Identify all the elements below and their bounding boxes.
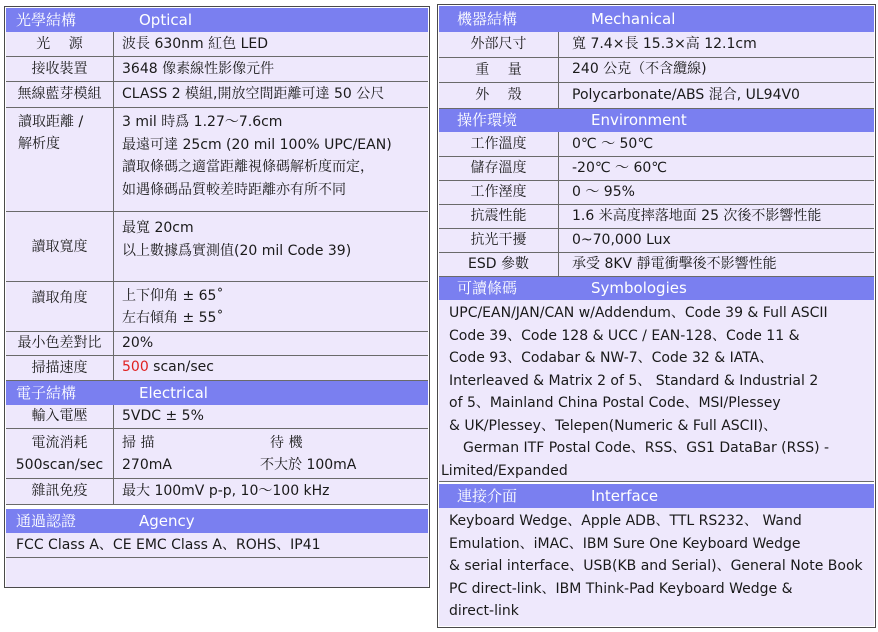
mechanical-header <box>439 6 874 32</box>
agency-empty-row <box>6 558 428 587</box>
symbologies-list: UPC/EAN/JAN/CAN w/Addendum、Code 39 & Full ASCII Code 39、Code 128 & UCC / EAN-128、Code 11 & Code 93、Codabar & NW-7、Code 32 & IATA、 Interleaved & Matrix 2 of 5、 Standard & Industrial 2 of 5、Mainland China Postal Code、MSI/Plessey & UK/Plessey、Telepen(Numeric & Full ASCII)、 German ITF Postal Code、RSS、GS1 DataBar (RSS) - Limited/Expanded <box>439 300 874 482</box>
spec-label: 輸入電壓 <box>6 405 114 428</box>
right-spec-panel <box>437 4 876 628</box>
spec-row-dimensions <box>439 32 874 58</box>
spec-value: 3 mil 時爲 1.27～7.6cm 最遠可達 25cm (20 mil 100% UPC/EAN) 讀取條碼之適當距離視條碼解析度而定， 如遇條碼品質較差時距離亦有所不同 <box>122 114 392 198</box>
spec-label: 讀取寬度 <box>6 212 114 281</box>
spec-value: 5VDC ± 5% <box>122 408 204 424</box>
spec-row-operating-temp <box>439 132 874 157</box>
interface-header-zh: 連接介面 <box>457 487 518 505</box>
electrical-header-zh: 電子結構 <box>16 384 77 402</box>
spec-label: 外部尺寸 <box>439 32 559 57</box>
spec-label: 讀取距離 / 解析度 <box>6 108 114 211</box>
spec-label: 讀取角度 <box>6 282 114 331</box>
agency-header-zh: 通過認證 <box>16 512 77 530</box>
spec-row-ambient-light <box>439 229 874 253</box>
spec-row-read-distance <box>6 108 428 212</box>
current-scan-col: 掃 描 270mA <box>122 435 172 473</box>
electrical-header-en: Electrical <box>139 384 208 402</box>
spec-label: 雜訊免疫 <box>6 479 114 504</box>
spec-row-noise-immunity <box>6 479 428 505</box>
symbologies-header-en: Symbologies <box>591 279 687 297</box>
spec-value <box>122 357 214 379</box>
symbologies-header-zh: 可讀條碼 <box>457 279 518 297</box>
spec-row-min-contrast <box>6 332 428 356</box>
spec-label: 抗光干擾 <box>439 229 559 252</box>
spec-label: 接收裝置 <box>6 57 114 81</box>
agency-header <box>6 509 428 533</box>
spec-value: Polycarbonate/ABS 混合, UL94V0 <box>572 87 800 103</box>
spec-value: 波長 630nm 紅色 LED <box>122 36 269 52</box>
environment-header-en: Environment <box>591 111 687 129</box>
spec-value: 承受 8KV 靜電衝擊後不影響性能 <box>572 256 777 272</box>
spec-label: 工作溫度 <box>439 132 559 156</box>
spec-value: CLASS 2 模組,開放空間距離可達 50 公尺 <box>122 86 385 102</box>
spec-row-light-source <box>6 32 428 57</box>
optical-header-zh: 光學結構 <box>16 11 77 29</box>
spec-label: 電流消耗 500scan/sec <box>6 429 114 478</box>
spec-label: 重 量 <box>439 58 559 82</box>
interface-header <box>439 484 874 508</box>
interface-list: Keyboard Wedge、Apple ADB、TTL RS232、 Wand Emulation、iMAC、IBM Sure One Keyboard Wedge & serial interface、USB(KB and Serial)、General Note Book PC direct-link、IBM Think-Pad Keyboard Wedge & direct-link <box>439 508 874 626</box>
agency-value: FCC Class A、CE EMC Class A、ROHS、IP41 <box>6 533 428 558</box>
left-spec-panel <box>4 6 430 588</box>
spec-row-humidity <box>439 181 874 205</box>
spec-row-sensor <box>6 57 428 82</box>
spec-row-weight <box>439 58 874 83</box>
spec-value: 1.6 米高度摔落地面 25 次後不影響性能 <box>572 208 822 224</box>
scan-speed-unit: scan/sec <box>148 359 214 375</box>
agency-header-en: Agency <box>139 512 195 530</box>
spec-row-scan-speed <box>6 356 428 381</box>
spec-label: 外 殼 <box>439 83 559 108</box>
spec-value: 0℃ ～ 50℃ <box>572 136 654 152</box>
spec-label: 掃描速度 <box>6 356 114 380</box>
spec-value: 240 公克（不含纜線) <box>572 61 707 77</box>
mechanical-header-en: Mechanical <box>591 10 676 28</box>
interface-header-en: Interface <box>591 487 659 505</box>
spec-value: 3648 像素線性影像元件 <box>122 61 275 77</box>
spec-row-shock <box>439 205 874 229</box>
spec-label: 最小色差對比 <box>6 332 114 355</box>
spec-row-housing <box>439 83 874 109</box>
spec-row-read-angle <box>6 282 428 332</box>
spec-value: 上下仰角 ± 65˚ 左右傾角 ± 55˚ <box>122 288 224 326</box>
environment-header-zh: 操作環境 <box>457 111 518 129</box>
environment-header <box>439 109 874 132</box>
spec-value: -20℃ ～ 60℃ <box>572 160 668 176</box>
spec-value: 0 ～ 95% <box>572 184 635 200</box>
spec-row-storage-temp <box>439 157 874 181</box>
optical-header-en: Optical <box>139 11 192 29</box>
spec-value: 寬 7.4×長 15.3×高 12.1cm <box>572 36 757 52</box>
mechanical-header-zh: 機器結構 <box>457 10 518 28</box>
electrical-header <box>6 381 428 405</box>
symbologies-header <box>439 277 874 300</box>
spec-label: 抗震性能 <box>439 205 559 228</box>
spec-value: 0~70,000 Lux <box>572 232 671 248</box>
spec-value: 最寬 20cm 以上數據爲實測值(20 mil Code 39) <box>122 220 352 259</box>
spec-label: 工作溼度 <box>439 181 559 204</box>
spec-row-input-voltage <box>6 405 428 429</box>
spec-label: 儲存溫度 <box>439 157 559 180</box>
spec-row-bluetooth <box>6 82 428 108</box>
current-standby-col: 待 機 不大於 100mA <box>260 435 357 473</box>
spec-label: 光 源 <box>6 32 114 56</box>
spec-label: 無線藍芽模組 <box>6 82 114 107</box>
spec-row-esd <box>439 253 874 277</box>
optical-header <box>6 8 428 32</box>
spec-row-current <box>6 429 428 479</box>
spec-label: ESD 參數 <box>439 253 559 276</box>
spec-value: 最大 100mV p-p, 10～100 kHz <box>122 483 330 499</box>
scan-speed-number: 500 <box>122 359 149 375</box>
spec-value: 20% <box>122 335 154 351</box>
spec-row-read-width <box>6 212 428 282</box>
